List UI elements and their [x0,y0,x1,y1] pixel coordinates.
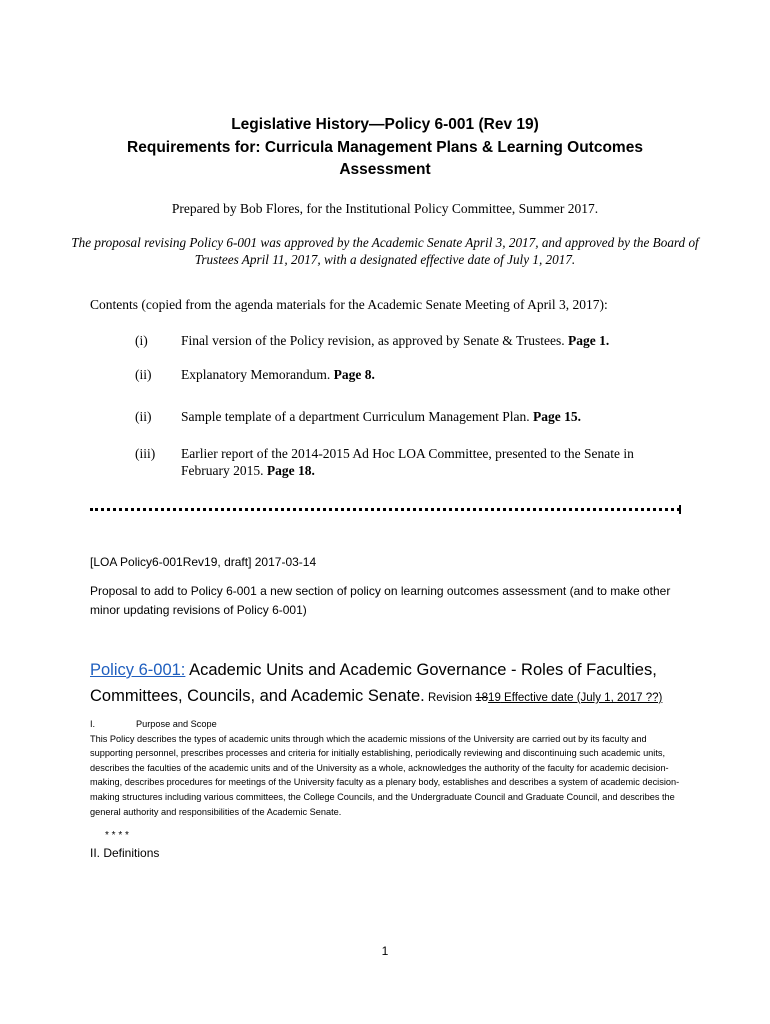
approval-note: The proposal revising Policy 6-001 was approved by the Academic Senate April 3, 2017, and approved by the Board of Trustees April 11, 2017, with a designated effective date of July 1, 2017. [71,235,699,267]
contents-item-page: Page 1. [567,333,610,348]
definitions-heading: II. Definitions [90,846,160,860]
contents-intro: Contents (copied from the agenda materials for the Academic Senate Meeting of April 3, 2017): [90,297,608,312]
draft-tag: [LOA Policy6-001Rev19, draft] 2017-03-14 [90,555,317,569]
title-line-1: Legislative History—Policy 6-001 (Rev 19) [231,116,539,133]
section-title: Purpose and Scope [136,719,217,729]
policy-link[interactable]: Policy 6-001: [90,661,186,679]
page-number: 1 [381,944,389,958]
section-number: I. [90,719,96,729]
section-body: This Policy describes the types of academic units through which the academic missions of the University are carried out by its faculty and supporting personnel, prescribes processes and criteria for initially establishing, periodically reviewing and discontinuing such academic units, describes the faculties of the academic units and of the University as a whole, acknowledges the authority of the faculty for academic decision-making, describes procedures for meetings of the University faculty as a plenary body, establishes and describes a system of academic decision-making structures including various committees, the College Councils, and the Undergraduate Council and Graduate Council, and describes the general authority and responsibilities of the Academic Senate. [90,733,680,817]
ellipsis-stars: * * * * [105,830,129,841]
contents-item-number: (i) [135,333,148,348]
contents-item-text: Sample template of a department Curriculum Management Plan. Page 15. [181,409,582,424]
contents-item-text: Final version of the Policy revision, as approved by Senate & Trustees. Page 1. [181,333,610,348]
revision-label: Revision [424,692,476,704]
dotted-separator [90,508,680,511]
contents-item-number: (ii) [135,409,152,424]
section-purpose-scope [90,717,690,819]
contents-item-number: (iii) [135,446,156,461]
contents-item-text: Explanatory Memorandum. Page 8. [181,367,375,382]
effective-date: Effective date (July 1, 2017 ??) [500,692,663,704]
section-heading [90,717,690,732]
contents-item-page: Page 8. [333,367,375,382]
contents-item-page: Page 18. [266,463,315,478]
prepared-by: Prepared by Bob Flores, for the Institutional Policy Committee, Summer 2017. [171,201,599,216]
revision-new: 19 [488,692,501,704]
document-title [60,114,710,182]
policy-title: Academic Units and Academic Governance - Roles of Faculties, Committees, Councils, and Academic Senate. [90,661,657,705]
separator-end-mark [679,505,681,514]
contents-item-number: (ii) [135,367,152,382]
contents-item-page: Page 15. [533,409,582,424]
proposal-statement: Proposal to add to Policy 6-001 a new section of policy on learning outcomes assessment (and to make other minor updating revisions of Policy 6-001) [90,584,671,617]
title-line-3: Assessment [339,161,431,178]
title-line-2: Requirements for: Curricula Management Plans & Learning Outcomes [127,138,643,156]
policy-heading [90,657,710,711]
revision-old: 18 [475,692,489,704]
contents-item-text: Earlier report of the 2014-2015 Ad Hoc LOA Committee, presented to the Senate in February 2015. Page 18. [181,446,634,478]
